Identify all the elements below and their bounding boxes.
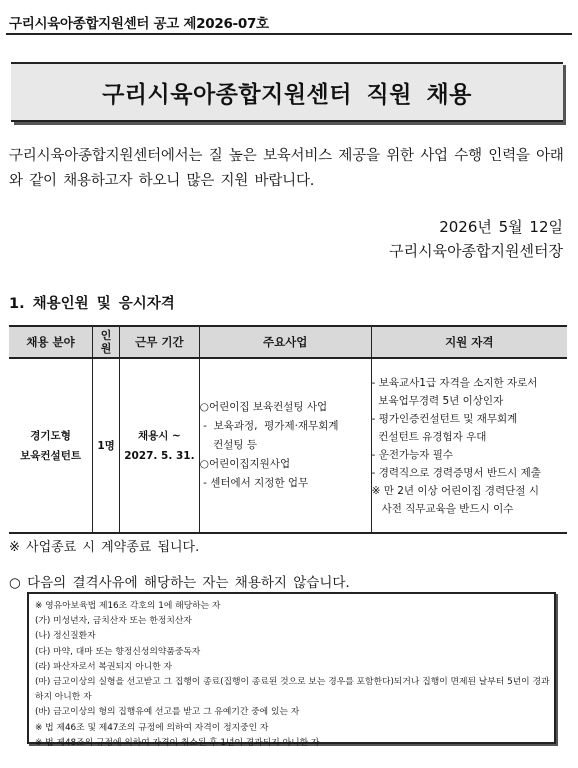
disqualification-item: ※ 법 제48조의 규정에 의하여 자격이 취소된 후 1년이 경과되지 아니한 자 <box>35 737 320 748</box>
period-line2: 2027. 5. 31. <box>124 449 195 462</box>
business-line: ○어린이집 보육컨설팅 사업 <box>199 401 328 413</box>
disqualification-item: (나) 정신질환자 <box>35 631 96 642</box>
section1-title: 1. 채용인원 및 응시자격 <box>9 296 175 312</box>
cell-category <box>9 358 93 533</box>
disqualification-item: ※ 법 제46조 및 제47조의 규정에 의하여 자격이 정지중인 자 <box>35 722 269 733</box>
cell-business <box>199 358 371 533</box>
recruitment-table <box>9 325 567 534</box>
business-line: ○어린이집지원사업 <box>199 458 291 470</box>
disqualification-item: ※ 영유아보육법 제16조 각호의 1에 해당하는 자 <box>35 601 221 611</box>
table-row <box>9 358 567 533</box>
disqualification-item: (라) 파산자로서 복권되지 아니한 자 <box>35 661 173 672</box>
header-headcount <box>93 326 120 358</box>
qualification-line: 사전 직무교육을 반드시 이수 <box>371 502 514 515</box>
header-headcount-text: 인원 <box>100 329 112 355</box>
table-note: ※ 사업종료 시 계약종료 됩니다. <box>9 540 200 555</box>
announcement-date: 2026년 5월 12일 <box>439 218 563 236</box>
header-business: 주요사업 <box>199 326 371 358</box>
qualification-line: 컨설턴트 유경험자 우대 <box>371 430 487 443</box>
table-header-row <box>9 326 567 358</box>
disqualification-box <box>27 592 556 748</box>
title-box <box>11 62 563 122</box>
qualification-line: - 보육교사1급 자격을 소지한 자로서 <box>371 376 538 389</box>
qualification-line: - 경력직으로 경력증명서 반드시 제출 <box>371 466 541 479</box>
cell-period <box>120 358 200 533</box>
page-title: 구리시육아종합지원센터 직원 채용 <box>102 81 472 108</box>
cell-headcount: 1명 <box>93 358 120 533</box>
category-line2: 보육컨설턴트 <box>20 449 81 462</box>
business-line: - 센터에서 지정한 업무 <box>199 477 309 489</box>
cell-qualification <box>371 358 567 533</box>
organization-name: 구리시육아종합지원센터장 <box>389 242 563 260</box>
section2-title: ○ 다음의 결격사유에 해당하는 자는 채용하지 않습니다. <box>9 575 350 591</box>
header-qualification: 지원 자격 <box>371 326 567 358</box>
header-divider <box>6 33 572 35</box>
disqualification-item: (바) 금고이상의 형의 집행유예 선고를 받고 그 유예기간 중에 있는 자 <box>35 707 300 718</box>
period-line1: 채용시 ~ <box>137 429 181 442</box>
header-period: 근무 기간 <box>120 326 200 358</box>
business-line: - 보육과정, 평가제·재무회계 <box>199 420 339 432</box>
qualification-line: - 평가인증컨설턴트 및 재무회계 <box>371 412 518 425</box>
header-category: 채용 분야 <box>9 326 93 358</box>
qualification-line: ※ 만 2년 이상 어린이집 경력단절 시 <box>371 484 539 497</box>
business-line: 컨설팅 등 <box>199 439 258 451</box>
category-line1: 경기도형 <box>30 429 71 442</box>
notice-number: 구리시육아종합지원센터 공고 제2026-07호 <box>9 16 269 32</box>
qualification-line: 보육업무경력 5년 이상인자 <box>371 394 504 407</box>
disqualification-item: (가) 미성년자, 금치산자 또는 한정치산자 <box>35 616 192 627</box>
qualification-line: - 운전가능자 필수 <box>371 448 454 461</box>
disqualification-item: (마) 금고이상의 실형을 선고받고 그 집행이 종료(집행이 종료된 것으로 보는 경우를 포함한다)되거나 집행이 면제된 날부터 5년이 경과하지 아니한 자 <box>35 677 550 703</box>
intro-paragraph: 구리시육아종합지원센터에서는 질 높은 보육서비스 제공을 위한 사업 수행 인력을 아래와 같이 채용하고자 하오니 많은 지원 바랍니다. <box>9 148 564 189</box>
disqualification-item: (다) 마약, 대마 또는 향정신성의약품중독자 <box>35 646 201 657</box>
